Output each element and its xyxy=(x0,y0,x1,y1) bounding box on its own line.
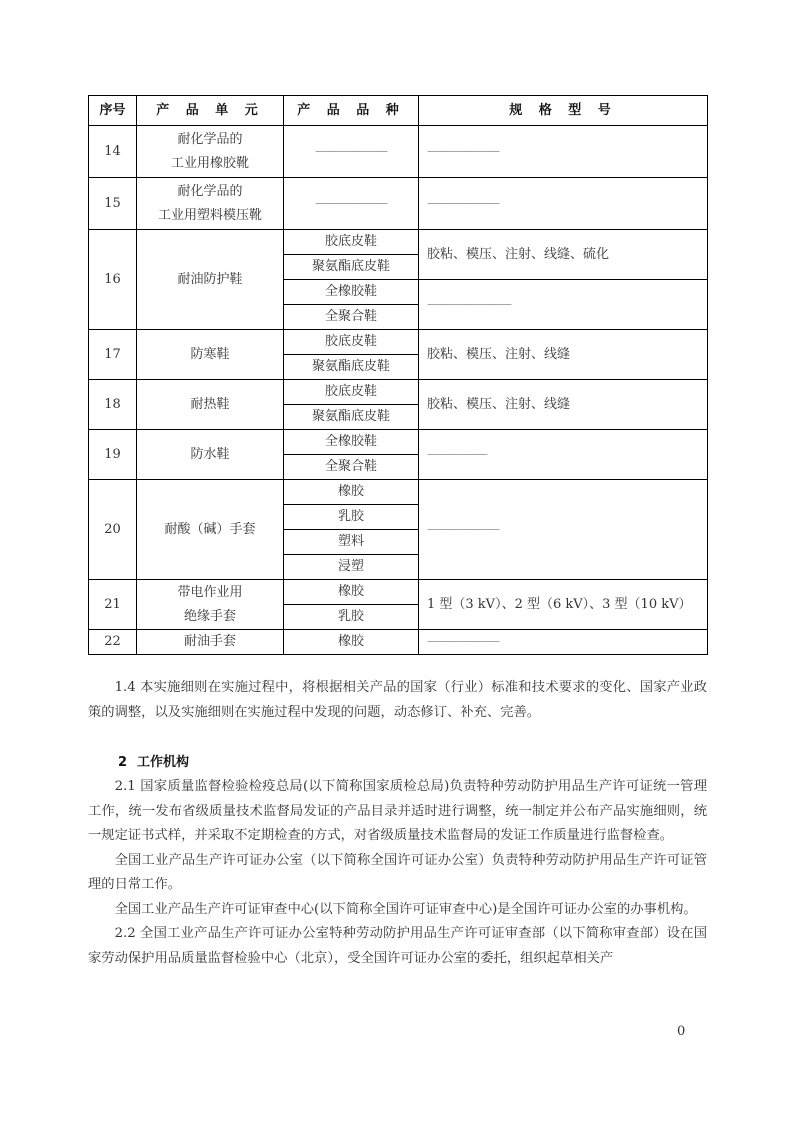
product-variety: 浸塑 xyxy=(284,555,419,580)
table-row xyxy=(89,430,708,455)
product-unit: 耐酸（碱）手套 xyxy=(137,480,284,580)
product-variety: 乳胶 xyxy=(284,505,419,530)
dash-placeholder: —————— xyxy=(427,634,499,649)
header-serial-number: 序号 xyxy=(89,96,137,126)
product-unit: 防水鞋 xyxy=(137,430,284,480)
product-unit: 耐油手套 xyxy=(137,630,284,655)
specification xyxy=(419,126,708,178)
specification: 胶粘、模压、注射、线缝、硫化 xyxy=(419,230,708,280)
serial-number: 19 xyxy=(89,430,137,480)
page-number: 0 xyxy=(677,1024,686,1039)
product-variety: 聚氨酯底皮鞋 xyxy=(284,355,419,380)
product-variety: 橡胶 xyxy=(284,630,419,655)
product-unit-line: 工业用塑料模压靴 xyxy=(157,207,262,223)
serial-number: 15 xyxy=(89,178,137,230)
product-variety xyxy=(284,126,419,178)
dash-placeholder: —————— xyxy=(427,143,499,159)
specification xyxy=(419,430,708,480)
header-product-variety: 产 品 品 种 xyxy=(284,96,419,126)
table-header-row xyxy=(89,96,708,126)
product-unit: 防寒鞋 xyxy=(137,330,284,380)
paragraph-2-1-office: 全国工业产品生产许可证办公室（以下简称全国许可证办公室）负责特种劳动防护用品生产许可证管理的日常工作。 xyxy=(88,852,707,892)
serial-number: 17 xyxy=(89,330,137,380)
specification xyxy=(419,178,708,230)
table-row xyxy=(89,178,708,230)
product-variety: 胶底皮鞋 xyxy=(284,380,419,405)
product-variety: 聚氨酯底皮鞋 xyxy=(284,405,419,430)
product-variety: 聚氨酯底皮鞋 xyxy=(284,255,419,280)
product-unit-line: 耐化学品的 xyxy=(177,131,243,147)
product-variety: 乳胶 xyxy=(284,605,419,630)
product-variety: 塑料 xyxy=(284,530,419,555)
paragraph-2-2: 2.2 全国工业产品生产许可证办公室特种劳动防护用品生产许可证审查部（以下简称审查部）设在国家劳动保护用品质量监督检验中心（北京），受全国许可证办公室的委托，组织起草相关产 xyxy=(88,926,707,966)
serial-number: 18 xyxy=(89,380,137,430)
dash-placeholder: —————— xyxy=(315,195,387,211)
dash-placeholder: —————— xyxy=(427,521,499,537)
table-row xyxy=(89,230,708,255)
specification xyxy=(419,630,708,655)
header-specification: 规 格 型 号 xyxy=(419,96,708,126)
product-unit: 耐热鞋 xyxy=(137,380,284,430)
product-unit xyxy=(137,126,284,178)
table-row xyxy=(89,126,708,178)
paragraph-1-4: 1.4 本实施细则在实施过程中，将根据相关产品的国家（行业）标准和技术要求的变化、国家产业政策的调整，以及实施细则在实施过程中发现的问题，动态修订、补充、完善。 xyxy=(88,680,707,720)
table-row xyxy=(89,630,708,655)
dash-placeholder: —————— xyxy=(427,195,499,211)
section-2-body xyxy=(88,775,707,971)
specification: 胶粘、模压、注射、线缝 xyxy=(419,380,708,430)
serial-number: 16 xyxy=(89,230,137,330)
serial-number: 22 xyxy=(89,630,137,655)
paragraph-2-1: 2.1 国家质量监督检验检疫总局(以下简称国家质检总局)负责特种劳动防护用品生产许可证统一管理工作，统一发布省级质量技术监督局发证的产品目录并适时进行调整，统一制定并公布产品实施细则，统一规定证书式样，并采取不定期检查的方式，对省级质量技术监督局的发证工作质量进行监督检查。 xyxy=(88,779,707,843)
product-variety: 胶底皮鞋 xyxy=(284,330,419,355)
section-number: 2 xyxy=(118,755,128,770)
specification xyxy=(419,480,708,580)
product-unit-line: 工业用橡胶靴 xyxy=(170,155,249,171)
product-variety: 胶底皮鞋 xyxy=(284,230,419,255)
table-row xyxy=(89,480,708,505)
section-title: 工作机构 xyxy=(137,755,190,770)
product-variety: 全聚合鞋 xyxy=(284,305,419,330)
product-unit xyxy=(137,580,284,630)
paragraph-1-4-block xyxy=(88,676,707,725)
header-product-unit: 产 品 单 元 xyxy=(137,96,284,126)
product-unit-line: 带电作业用 xyxy=(177,584,243,600)
table-row xyxy=(89,580,708,605)
product-variety: 全橡胶鞋 xyxy=(284,430,419,455)
product-variety xyxy=(284,178,419,230)
serial-number: 20 xyxy=(89,480,137,580)
table-row xyxy=(89,380,708,405)
serial-number: 21 xyxy=(89,580,137,630)
specification: 1 型（3 kV）、2 型（6 kV）、3 型（10 kV） xyxy=(419,580,708,630)
product-variety: 全聚合鞋 xyxy=(284,455,419,480)
dash-placeholder: —————— xyxy=(315,143,387,159)
dash-placeholder: ————— xyxy=(427,446,487,462)
product-unit-line: 耐化学品的 xyxy=(177,183,243,199)
table-row xyxy=(89,330,708,355)
product-variety: 全橡胶鞋 xyxy=(284,280,419,305)
product-variety: 橡胶 xyxy=(284,480,419,505)
dash-placeholder: ——————— xyxy=(427,296,511,312)
specification xyxy=(419,280,708,330)
specification: 胶粘、模压、注射、线缝 xyxy=(419,330,708,380)
product-unit-line: 绝缘手套 xyxy=(183,608,236,624)
product-spec-table xyxy=(88,95,708,655)
section-2-heading xyxy=(118,751,189,770)
paragraph-2-1-review-center: 全国工业产品生产许可证审查中心(以下简称全国许可证审查中心)是全国许可证办公室的办事机构。 xyxy=(114,901,697,917)
product-variety: 橡胶 xyxy=(284,580,419,605)
product-unit xyxy=(137,178,284,230)
serial-number: 14 xyxy=(89,126,137,178)
product-unit: 耐油防护鞋 xyxy=(137,230,284,330)
